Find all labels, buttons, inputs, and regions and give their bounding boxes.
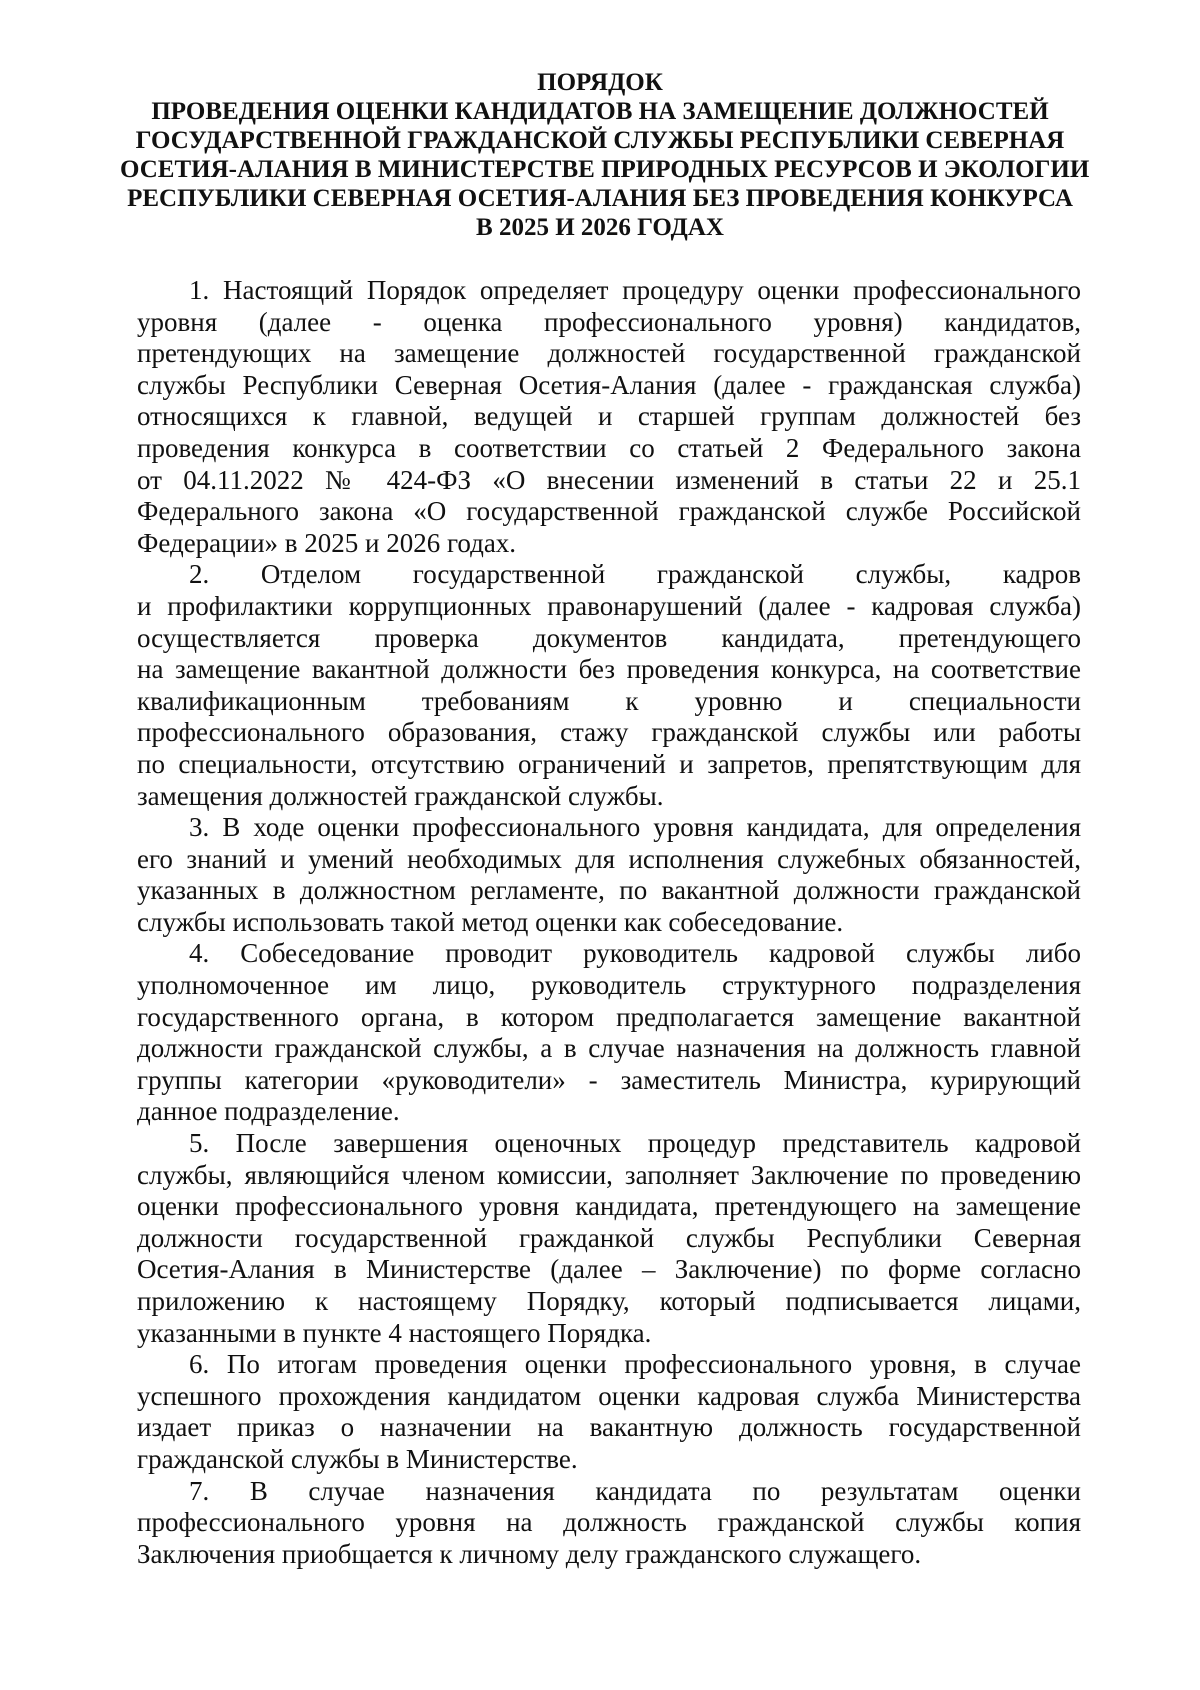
text-line: Федерации» в 2025 и 2026 годах. xyxy=(137,527,517,558)
text-line: 6. По итогам проведения оценки профессионального уровня, в случае xyxy=(189,1349,1081,1380)
text-line: должности гражданской службы, а в случае назначения на должность главной xyxy=(137,1033,1081,1064)
text-line: замещения должностей гражданской службы. xyxy=(137,780,664,811)
text-line: претендующих на замещение должностей государственной гражданской xyxy=(137,338,1081,369)
text-line: службы Республики Северная Осетия-Алания (далее - гражданская служба) xyxy=(137,369,1081,400)
text-line: и профилактики коррупционных правонарушений (далее - кадровая служба) xyxy=(137,590,1081,621)
text-line: проведения конкурса в соответствии со статьей 2 Федерального закона xyxy=(137,432,1081,463)
text-line: 4. Собеседование проводит руководитель кадровой службы либо xyxy=(189,938,1081,969)
paragraph-2 xyxy=(137,559,1081,812)
paragraph-3 xyxy=(137,812,1081,938)
title-line: ОСЕТИЯ-АЛАНИЯ В МИНИСТЕРСТВЕ ПРИРОДНЫХ РЕСУРСОВ И ЭКОЛОГИИ xyxy=(120,156,1090,183)
text-line: указанными в пункте 4 настоящего Порядка. xyxy=(137,1317,652,1348)
paragraph-1 xyxy=(137,275,1081,559)
text-line: успешного прохождения кандидатом оценки кадровая служба Министерства xyxy=(137,1380,1081,1411)
text-line: приложению к настоящему Порядку, который подписывается лицами, xyxy=(137,1286,1081,1316)
paragraph-7 xyxy=(137,1476,1081,1571)
text-line: на замещение вакантной должности без проведения конкурса, на соответствие xyxy=(137,654,1081,685)
text-line: службы, являющийся членом комиссии, заполняет Заключение по проведению xyxy=(137,1159,1081,1190)
text-line: должности государственной гражданкой службы Республики Северная xyxy=(137,1222,1081,1253)
text-line: 5. После завершения оценочных процедур представитель кадровой xyxy=(189,1128,1081,1159)
text-line: Федерального закона «О государственной гражданской службе Российской xyxy=(137,496,1081,527)
text-line: данное подразделение. xyxy=(137,1096,400,1127)
title-line: ГОСУДАРСТВЕННОЙ ГРАЖДАНСКОЙ СЛУЖБЫ РЕСПУБЛИКИ СЕВЕРНАЯ xyxy=(135,127,1065,154)
text-line: уполномоченное им лицо, руководитель структурного подразделения xyxy=(137,970,1081,1001)
title-line: ПРОВЕДЕНИЯ ОЦЕНКИ КАНДИДАТОВ НА ЗАМЕЩЕНИЕ ДОЛЖНОСТЕЙ xyxy=(151,98,1049,125)
text-line: профессионального уровня на должность гражданской службы копия xyxy=(137,1507,1081,1538)
paragraph-5 xyxy=(137,1128,1081,1349)
text-line: Осетия-Алания в Министерстве (далее – Заключение) по форме согласно xyxy=(137,1254,1081,1285)
text-line: по специальности, отсутствию ограничений и запретов, препятствующим для xyxy=(137,748,1081,779)
text-line: осуществляется проверка документов кандидата, претендующего xyxy=(137,622,1081,653)
text-line: Заключения приобщается к личному делу гражданского служащего. xyxy=(137,1538,922,1569)
text-line: издает приказ о назначении на вакантную должность государственной xyxy=(137,1412,1081,1443)
text-line: относящихся к главной, ведущей и старшей группам должностей без xyxy=(137,401,1081,432)
title-line: В 2025 И 2026 ГОДАХ xyxy=(476,214,724,241)
document-body xyxy=(137,275,1081,1570)
text-line: от 04.11.2022 № 424-ФЗ «О внесении изменений в статьи 22 и 25.1 xyxy=(137,464,1081,495)
text-line: 3. В ходе оценки профессионального уровня кандидата, для определения xyxy=(189,812,1081,843)
paragraph-4 xyxy=(137,938,1081,1128)
text-line: 2. Отделом государственной гражданской службы, кадров xyxy=(189,559,1081,590)
title-line: ПОРЯДОК xyxy=(537,69,663,96)
text-line: уровня (далее - оценка профессионального уровня) кандидатов, xyxy=(137,306,1081,337)
title-line: РЕСПУБЛИКИ СЕВЕРНАЯ ОСЕТИЯ-АЛАНИЯ БЕЗ ПРОВЕДЕНИЯ КОНКУРСА xyxy=(127,185,1073,212)
paragraph-6 xyxy=(137,1349,1081,1475)
text-line: профессионального образования, стажу гражданской службы или работы xyxy=(137,717,1081,748)
text-line: его знаний и умений необходимых для исполнения служебных обязанностей, xyxy=(137,843,1081,874)
text-line: 7. В случае назначения кандидата по результатам оценки xyxy=(189,1475,1081,1506)
text-line: гражданской службы в Министерстве. xyxy=(137,1443,578,1474)
text-line: государственного органа, в котором предполагается замещение вакантной xyxy=(137,1001,1081,1032)
text-line: группы категории «руководители» - заместитель Министра, курирующий xyxy=(137,1064,1081,1095)
text-line: оценки профессионального уровня кандидата, претендующего на замещение xyxy=(137,1191,1081,1222)
text-line: указанных в должностном регламенте, по вакантной должности гражданской xyxy=(137,875,1081,906)
document-title xyxy=(120,68,1090,242)
text-line: службы использовать такой метод оценки как собеседование. xyxy=(137,906,844,937)
text-line: 1. Настоящий Порядок определяет процедуру оценки профессионального xyxy=(189,275,1081,305)
text-line: квалификационным требованиям к уровню и специальности xyxy=(137,685,1081,716)
